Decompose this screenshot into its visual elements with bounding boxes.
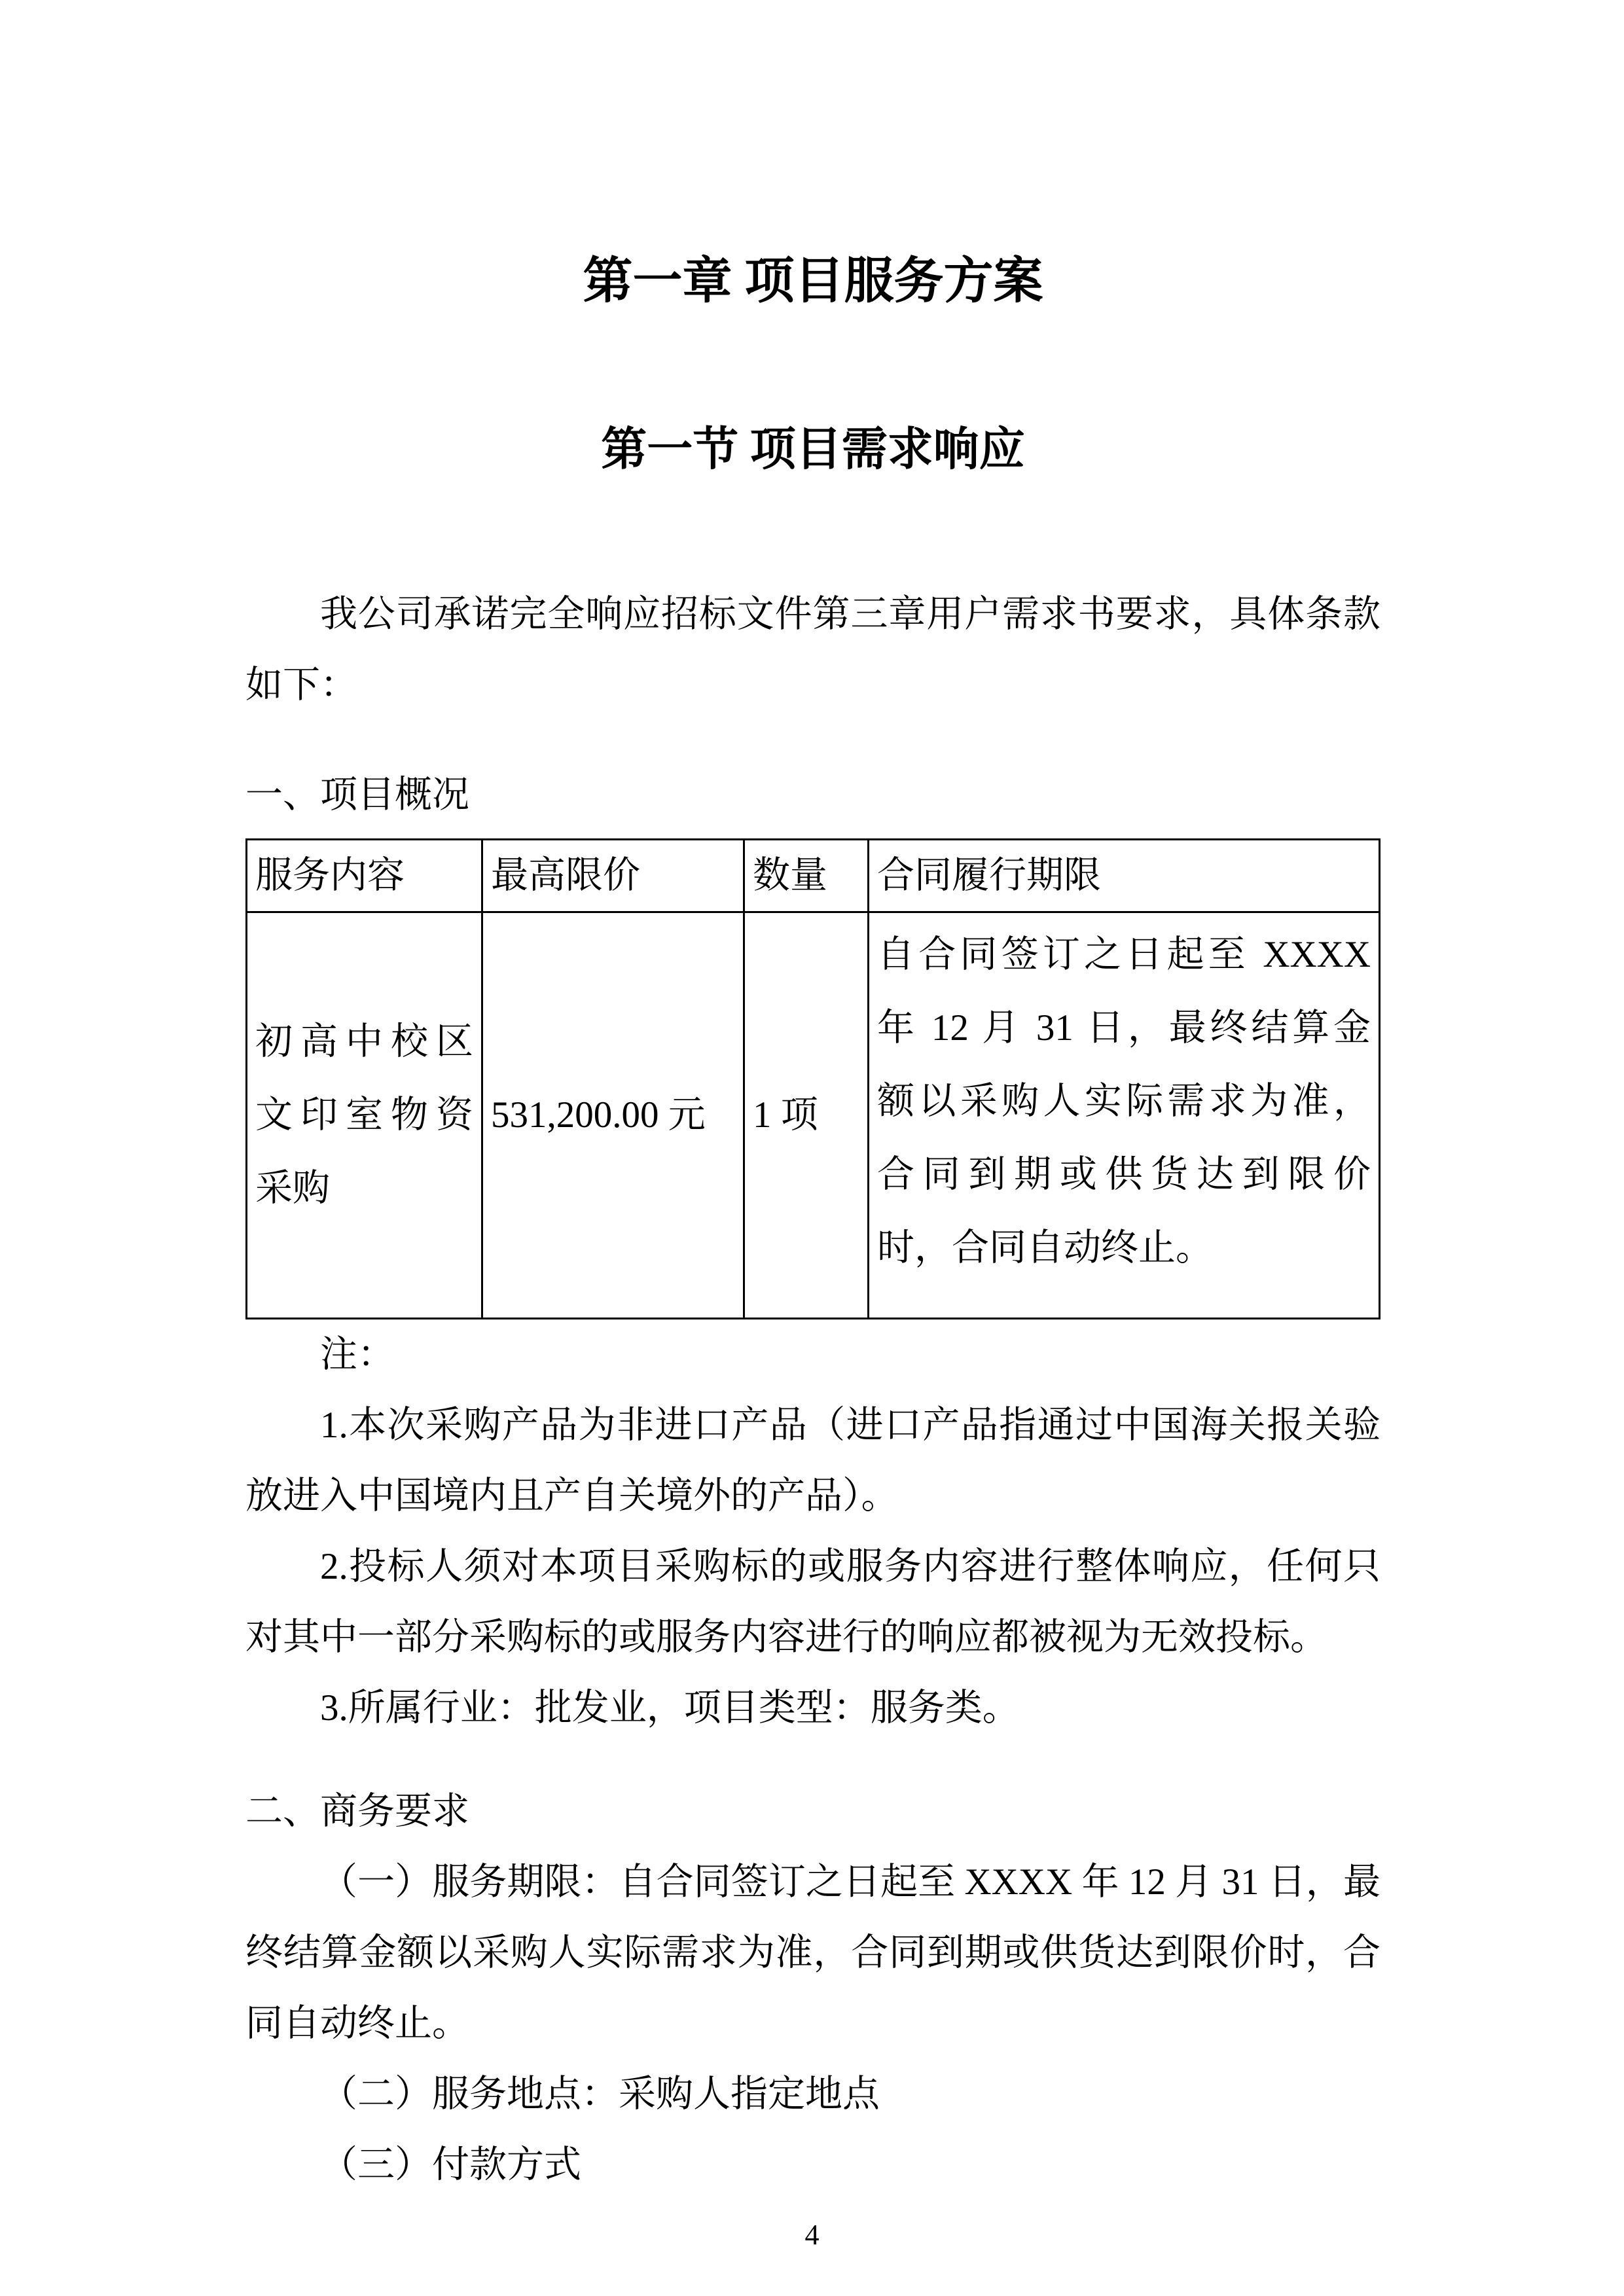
intro-line-2: 如下： (245, 664, 357, 706)
overview-heading: 一、项目概况 (245, 774, 469, 816)
note-1-line-1: 1.本次采购产品为非进口产品（进口产品指通过中国海关报关验 (320, 1405, 1380, 1446)
table-data-row (247, 912, 1380, 1319)
intro-line-1: 我公司承诺完全响应招标文件第三章用户需求书要求，具体条款 (320, 594, 1380, 635)
period-line-2: 年 12 月 31 日，最终结算金 (877, 1007, 1371, 1049)
table-cell-period (869, 912, 1380, 1319)
business-1-line-3: 同自动终止。 (245, 2003, 469, 2044)
table-header-row (247, 840, 1380, 912)
note-2-line-2: 对其中一部分采购标的或服务内容进行的响应都被视为无效投标。 (245, 1617, 1327, 1658)
period-line-4: 合同到期或供货达到限价 (877, 1154, 1371, 1195)
business-1-line-2: 终结算金额以采购人实际需求为准，合同到期或供货达到限价时，合 (245, 1932, 1380, 1973)
notes-label: 注： (320, 1334, 395, 1375)
note-2-line-1: 2.投标人须对本项目采购标的或服务内容进行整体响应，任何只 (320, 1546, 1380, 1587)
business-item-2 (245, 2059, 1380, 2130)
table-header-period: 合同履行期限 (869, 840, 1380, 912)
section-title: 第一节 项目需求响应 (601, 425, 1025, 475)
note-1-line-2: 放进入中国境内且产自关境外的产品）。 (245, 1475, 899, 1516)
table-cell-quantity: 1 项 (744, 912, 869, 1319)
business-3-line-1: （三）付款方式 (320, 2144, 581, 2185)
page-number: 4 (804, 2219, 820, 2251)
table-cell-price: 531,200.00 元 (482, 912, 744, 1319)
period-line-3: 额以采购人实际需求为准， (877, 1081, 1371, 1122)
note-2 (245, 1532, 1380, 1673)
note-3 (245, 1673, 1380, 1744)
table-header-quantity: 数量 (744, 840, 869, 912)
table-header-price: 最高限价 (482, 840, 744, 912)
business-2-line-1: （二）服务地点：采购人指定地点 (320, 2073, 880, 2115)
requirements-table (245, 838, 1380, 1319)
note-3-line-1: 3.所属行业：批发业，项目类型：服务类。 (320, 1687, 1020, 1729)
note-1 (245, 1390, 1380, 1532)
table-header-service: 服务内容 (247, 840, 482, 912)
chapter-title: 第一章 项目服务方案 (583, 254, 1043, 309)
business-heading: 二、商务要求 (245, 1791, 469, 1832)
period-line-1: 自合同签订之日起至 XXXX (877, 934, 1371, 975)
business-1-line-1: （一）服务期限：自合同签订之日起至 XXXX 年 12 月 31 日，最 (320, 1861, 1380, 1903)
intro-paragraph (245, 579, 1380, 721)
table-cell-service: 初高中校区文印室物资采购 (247, 912, 482, 1319)
business-item-3 (245, 2130, 1380, 2200)
period-line-5: 时，合同自动终止。 (877, 1227, 1213, 1268)
business-item-1 (245, 1847, 1380, 2059)
